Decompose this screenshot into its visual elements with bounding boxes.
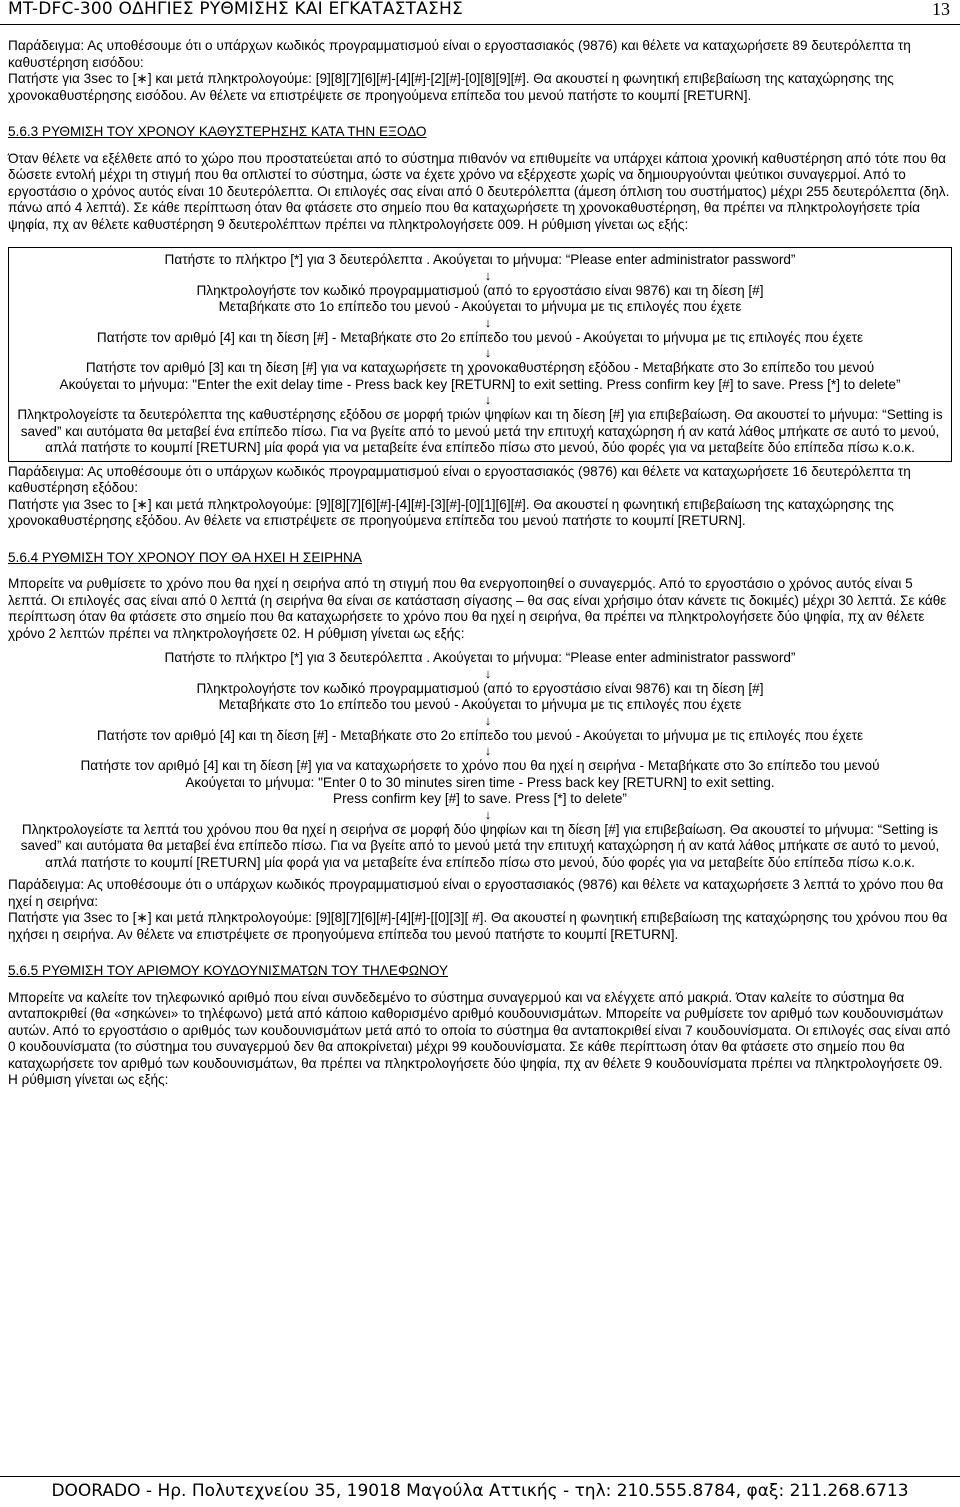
procedure-step: Μεταβήκατε στο 1ο επίπεδο του μενού - Ακούγεται το μήνυμα με τις επιλογές που έχετε — [218, 697, 742, 712]
procedure-step: Πληκτρολογήστε τον κωδικό προγραμματισμού (από το εργοστάσιο είναι 9876) και τη δίεση [#] — [196, 282, 764, 298]
procedure-step: Press confirm key [#] to save. Press [*] to delete” — [333, 791, 627, 806]
procedure-box-564 — [8, 646, 952, 875]
example-564 — [8, 877, 952, 943]
procedure-step: Πατήστε τον αριθμό [4] και τη δίεση [#] για να καταχωρήσετε το χρόνο που θα ηχεί η σειρήνα - Μεταβήκατε στο 3ο επίπεδο του μενού — [80, 758, 880, 773]
down-arrow-icon: ↓ — [484, 712, 492, 728]
document-title: MT-DFC-300 ΟΔΗΓΙΕΣ ΡΥΘΜΙΣΗΣ ΚΑΙ ΕΓΚΑΤΑΣΤΑΣΗΣ — [8, 0, 463, 19]
down-arrow-icon: ↓ — [484, 267, 492, 283]
section-heading-564: 5.6.4 ΡΥΘΜΙΣΗ ΤΟΥ ΧΡΟΝΟΥ ΠΟΥ ΘΑ ΗΧΕΙ Η ΣΕΙΡΗΝΑ — [8, 549, 362, 565]
example-instruction: Πατήστε για 3sec το [∗] και μετά πληκτρολογούμε: [9][8][7][6][#]-[4][#]-[[0][3][ #]. Θα ακουστεί η φωνητική επιβεβαίωση της καταχώρησης του χρόνου που θα ηχήσει η σειρήνα. Αν θέλετε να επιστρέψετε σε προηγούμενα επίπεδα του μενού πατήστε το κουμπί [RETURN]. — [8, 910, 948, 942]
section-heading-565: 5.6.5 ΡΥΘΜΙΣΗ ΤΟΥ ΑΡΙΘΜΟΥ ΚΟΥΔΟΥΝΙΣΜΑΤΩΝ ΤΟΥ ΤΗΛΕΦΩΝΟΥ — [8, 963, 449, 978]
page-header — [0, 0, 960, 25]
footer-contact: DOORADO - Ηρ. Πολυτεχνείου 35, 19018 Μαγούλα Αττικής - τηλ: 210.555.8784, φαξ: 211.268.6713 — [51, 1481, 909, 1501]
example-line: Παράδειγμα: Ας υποθέσουμε ότι ο υπάρχων κωδικός προγραμματισμού είναι ο εργοστασιακός (9876) και θέλετε να καταχωρήσετε 89 δευτερόλεπτα τη καθυστέρηση εισόδου: — [8, 38, 911, 70]
section-body-564: Μπορείτε να ρυθμίσετε το χρόνο που θα ηχεί η σειρήνα από τη στιγμή που θα ενεργοποιηθεί ο συναγερμός. Από το εργοστάσιο ο χρόνος αυτός είναι 5 λεπτά. Οι επιλογές σας είναι από 0 λεπτά (η σειρήνα θα είναι σε κατάσταση σίγασης – θα σας είναι χρήσιμο όταν κάνετε τις δοκιμές) μέχρι 30 λεπτά. Σε κάθε περίπτωση όταν θα φτάσετε στο σημείο που θα καταχωρήσετε το χρόνο που θα ηχεί η σειρήνα, θα πρέπει να πληκτρολογήσετε δύο ψηφία, πχ αν θέλετε χρόνο 2 λεπτών πρέπει να πληκτρολογήσετε 02. Η ρύθμιση γίνεται ως εξής: — [8, 576, 947, 641]
down-arrow-icon: ↓ — [484, 392, 492, 407]
down-arrow-icon: ↓ — [484, 743, 492, 758]
procedure-step: Πατήστε τον αριθμό [3] και τη δίεση [#] για να καταχωρήσετε τη χρονοκαθυστέρηση εξόδου - Μεταβήκατε στο 3ο επίπεδο του μενού — [85, 360, 875, 375]
procedure-box-563 — [8, 247, 952, 462]
example-line: Παράδειγμα: Ας υποθέσουμε ότι ο υπάρχων κωδικός προγραμματισμού είναι ο εργοστασιακός (9876) και θέλετε να καταχωρήσετε 16 δευτερόλεπτα τη καθυστέρηση εξόδου: — [8, 463, 911, 495]
procedure-step: Πατήστε το πλήκτρο [*] για 3 δευτερόλεπτα . Ακούγεται το μήνυμα: “Please enter administrator password” — [164, 650, 796, 665]
down-arrow-icon: ↓ — [484, 345, 492, 360]
example-instruction: Πατήστε για 3sec το [∗] και μετά πληκτρολογούμε: [9][8][7][6][#]-[4][#]-[2][#]-[0][8][9][#]. Θα ακουστεί η φωνητική επιβεβαίωση της καταχώρησης της χρονοκαθυστέρησης εισόδου. Αν θέλετε να επιστρέψετε σε προηγούμενα επίπεδα του μενού πατήστε το κουμπί [RETURN]. — [8, 71, 894, 103]
example-instruction: Πατήστε για 3sec το [∗] και μετά πληκτρολογούμε: [9][8][7][6][#]-[4][#]-[3][#]-[0][1][6][#]. Θα ακουστεί η φωνητική επιβεβαίωση της καταχώρησης της χρονοκαθυστέρησης εξόδου. Αν θέλετε να επιστρέψετε σε προηγούμενα επίπεδα του μενού πατήστε το κουμπί [RETURN]. — [8, 496, 894, 528]
procedure-step: Ακούγεται το μήνυμα: "Enter the exit delay time - Press back key [RETURN] to exit setting. Press confirm key [#] to save. Press [*] to delete” — [59, 376, 901, 392]
procedure-step: Πατήστε τον αριθμό [4] και τη δίεση [#] - Μεταβήκατε στο 2ο επίπεδο του μενού - Ακούγεται το μήνυμα με τις επιλογές που έχετε — [96, 727, 864, 743]
section-heading-563: 5.6.3 ΡΥΘΜΙΣΗ ΤΟΥ ΧΡΟΝΟΥ ΚΑΘΥΣΤΕΡΗΣΗΣ ΚΑΤΑ ΤΗΝ ΕΞΟΔΟ — [8, 124, 427, 139]
down-arrow-icon: ↓ — [484, 665, 492, 681]
procedure-step: Μεταβήκατε στο 1ο επίπεδο του μενού - Ακούγεται το μήνυμα με τις επιλογές που έχετε — [218, 299, 742, 314]
example-563 — [8, 464, 952, 530]
procedure-step: Πατήστε το πλήκτρο [*] για 3 δευτερόλεπτα . Ακούγεται το μήνυμα: “Please enter administrator password” — [164, 252, 796, 267]
page-content — [8, 38, 952, 1089]
down-arrow-icon: ↓ — [484, 314, 492, 330]
intro-example — [8, 38, 952, 104]
section-body-563: Όταν θέλετε να εξέλθετε από το χώρο που προστατεύεται από το σύστημα πιθανόν να επιθυμείτε να υπάρχει κάποια χρονική καθυστέρηση από τότε που θα δώσετε εντολή μέχρι τη στιγμή που θα οπλιστεί το σύστημα, ώστε να έχετε χρόνο να εξέρχεστε χωρίς να δημιουργούνται ψεύτικοι συναγερμοί. Από το εργοστάσιο ο χρόνος αυτός είναι 10 δευτερόλεπτα. Οι επιλογές σας είναι από 0 δευτερόλεπτα (άμεση όπλιση του συστήματος) μέχρι 255 δευτερόλεπτα (δηλ. πάνω από 4 λεπτά). Σε κάθε περίπτωση όταν θα φτάσετε στο σημείο που θα καταχωρήσετε τη χρονοκαθυστέρηση, θα πρέπει να πληκτρολογήσετε τρία ψηφία, πχ αν θέλετε καθυστέρηση 9 δευτερολέπτων πρέπει να πληκτρολογήσετε 009. Η ρύθμιση γίνεται ως εξής: — [8, 150, 950, 232]
procedure-step: Πληκτρολογείστε τα δευτερόλεπτα της καθυστέρησης εξόδου σε μορφή τριών ψηφίων και τη δίεση [#] για επιβεβαίωση. Θα ακουστεί το μήνυμα: “Setting is saved” και αυτόματα θα μεταβεί ένα επίπεδο πίσω. Για να βγείτε από το μενού μετά την επιτυχή καταχώρηση ή αν κατά λάθος μπήκατε σε αυτό το μενού, απλά πατήστε το κουμπί [RETURN] μία φορά για να μεταβείτε ένα επίπεδο πίσω στο μενού, δύο φορές για να μεταβείτε δύο επίπεδα πίσω κ.ο.κ. — [17, 407, 943, 455]
page-footer — [0, 1476, 960, 1507]
down-arrow-icon: ↓ — [484, 806, 492, 822]
procedure-step: Ακούγεται το μήνυμα: "Enter 0 to 30 minutes siren time - Press back key [RETURN] to exit setting. — [185, 774, 775, 790]
page-number: 13 — [932, 0, 950, 19]
procedure-step: Πληκτρολογείστε τα λεπτά του χρόνου που θα ηχεί η σειρήνα σε μορφή δύο ψηφίων και τη δίεση [#] για επιβεβαίωση. Θα ακουστεί το μήνυμα: “Setting is saved” και αυτόματα θα μεταβεί ένα επίπεδο πίσω. Για να βγείτε από το μενού μετά την επιτυχή καταχώρηση ή αν κατά λάθος μπήκατε σε αυτό το μενού, απλά πατήστε το κουμπί [RETURN] μία φορά για να μεταβείτε ένα επίπεδο πίσω στο μενού, δύο φορές για να μεταβείτε δύο επίπεδα πίσω κ.ο.κ. — [20, 821, 940, 870]
procedure-step: Πληκτρολογήστε τον κωδικό προγραμματισμού (από το εργοστάσιο είναι 9876) και τη δίεση [#] — [196, 680, 764, 696]
example-line: Παράδειγμα: Ας υποθέσουμε ότι ο υπάρχων κωδικός προγραμματισμού είναι ο εργοστασιακός (9876) και θέλετε να καταχωρήσετε 3 λεπτά το χρόνο που θα ηχεί η σειρήνα: — [8, 877, 944, 909]
procedure-step: Πατήστε τον αριθμό [4] και τη δίεση [#] - Μεταβήκατε στο 2ο επίπεδο του μενού - Ακούγεται το μήνυμα με τις επιλογές που έχετε — [96, 329, 864, 345]
section-body-565: Μπορείτε να καλείτε τον τηλεφωνικό αριθμό που είναι συνδεδεμένο το σύστημα συναγερμού και να ελέγχετε από μακριά. Όταν καλείτε το σύστημα θα ανταποκριθεί (θα «σηκώνει» το τηλέφωνο) μετά από κάποιο καθορισμένο αριθμό κουδουνισμάτων. Μπορείτε να ρυθμίσετε τον αριθμό των κουδουνισμάτων αυτών. Από το εργοστάσιο ο αριθμός των κουδουνισμάτων μετά από το οποία το σύστημα θα ανταποκριθεί είναι 7 κουδουνίσματα. Οι επιλογές σας είναι από 0 κουδουνίσματα (το σύστημα του συναγερμού δεν θα αποκρίνεται) μέχρι 99 κουδουνίσματα. Σε κάθε περίπτωση όταν θα φτάσετε στο σημείο που θα καταχωρήσετε τον αριθμό των κουδουνισμάτων, θα πρέπει να πληκτρολογήσετε δύο ψηφία, πχ αν θέλετε 9 κουδουνίσματα πρέπει να πληκτρολογήσετε 09. Η ρύθμιση γίνεται ως εξής: — [8, 989, 951, 1087]
